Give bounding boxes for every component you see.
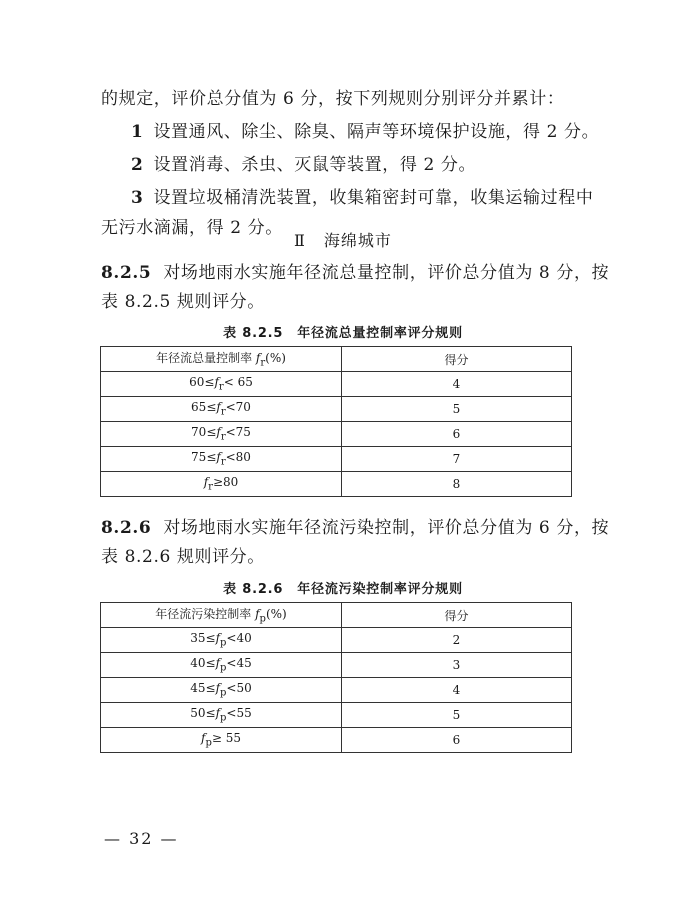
caption-title: 年径流污染控制率评分规则 [297, 582, 463, 597]
table-row [101, 653, 572, 678]
header-score: 得分 [342, 347, 572, 372]
intro-line: 的规定，评价总分值为 6 分，按下列规则分别评分并累计： [101, 89, 565, 109]
table-row [101, 728, 572, 753]
range-cell: $50\le f_p<55$ [101, 703, 342, 728]
item-text: 设置消毒、杀虫、灭鼠等装置，得 2 分。 [153, 155, 477, 175]
caption-number: 表 8.2.5 [223, 326, 284, 341]
clause-number: 8.2.6 [101, 518, 152, 538]
section-heading [0, 228, 686, 251]
score-cell: 6 [342, 422, 572, 447]
caption-number: 表 8.2.6 [223, 582, 284, 597]
item-number: 1 [131, 122, 144, 142]
header-score: 得分 [342, 603, 572, 628]
section-roman-numeral: Ⅱ [294, 231, 306, 250]
clause-8-2-6 [101, 517, 609, 539]
table-row [101, 372, 572, 397]
clause-text: 对场地雨水实施年径流污染控制，评价总分值为 6 分，按 [163, 518, 610, 538]
range-cell: $70\le f_r<75$ [101, 422, 342, 447]
table-row [101, 678, 572, 703]
intro-item-2 [131, 154, 476, 176]
table-row [101, 422, 572, 447]
score-cell: 6 [342, 728, 572, 753]
clause-text: 对场地雨水实施年径流总量控制，评价总分值为 8 分，按 [163, 263, 610, 283]
intro-item-3-continued: 无污水滴漏，得 2 分。 [101, 218, 283, 238]
range-cell: $40\le f_p<45$ [101, 653, 342, 678]
table-header-row [101, 603, 572, 628]
scoring-table-8-2-6 [100, 602, 572, 753]
range-cell: $45\le f_p<50$ [101, 678, 342, 703]
item-number: 3 [131, 188, 144, 208]
clause-8-2-5-continued: 表 8.2.5 规则评分。 [101, 292, 265, 312]
intro-item-3 [131, 187, 593, 209]
score-cell: 7 [342, 447, 572, 472]
range-cell: $f_r\ge 80$ [101, 472, 342, 497]
item-number: 2 [131, 155, 144, 175]
table-header-row [101, 347, 572, 372]
page-number: — 32 — [104, 829, 179, 848]
score-cell: 3 [342, 653, 572, 678]
range-cell: $f_p\ge 55$ [101, 728, 342, 753]
score-cell: 4 [342, 372, 572, 397]
score-cell: 5 [342, 703, 572, 728]
score-cell: 4 [342, 678, 572, 703]
item-text: 设置垃圾桶清洗装置，收集箱密封可靠，收集运输过程中 [153, 188, 594, 208]
clause-number: 8.2.5 [101, 263, 152, 283]
range-cell: $35\le f_p<40$ [101, 628, 342, 653]
score-cell: 2 [342, 628, 572, 653]
table-caption-8-2-6 [0, 578, 686, 597]
score-cell: 5 [342, 397, 572, 422]
clause-8-2-6-continued: 表 8.2.6 规则评分。 [101, 547, 265, 567]
score-cell: 8 [342, 472, 572, 497]
table-row [101, 397, 572, 422]
table-row [101, 628, 572, 653]
range-cell: $65\le f_r<70$ [101, 397, 342, 422]
range-cell: $75\le f_r<80$ [101, 447, 342, 472]
table-row [101, 703, 572, 728]
intro-item-1 [131, 121, 599, 143]
range-cell: $60\le f_r< 65$ [101, 372, 342, 397]
table-row [101, 447, 572, 472]
item-text: 设置通风、除尘、除臭、隔声等环境保护设施，得 2 分。 [153, 122, 600, 142]
header-control-rate: 年径流污染控制率 $f_p(\%)$ [101, 603, 342, 628]
header-control-rate: 年径流总量控制率 $f_r(\%)$ [101, 347, 342, 372]
scoring-table-8-2-5 [100, 346, 572, 497]
table-caption-8-2-5 [0, 322, 686, 341]
clause-8-2-5 [101, 262, 609, 284]
section-title: 海绵城市 [323, 231, 392, 250]
table-row [101, 472, 572, 497]
caption-title: 年径流总量控制率评分规则 [297, 326, 463, 341]
